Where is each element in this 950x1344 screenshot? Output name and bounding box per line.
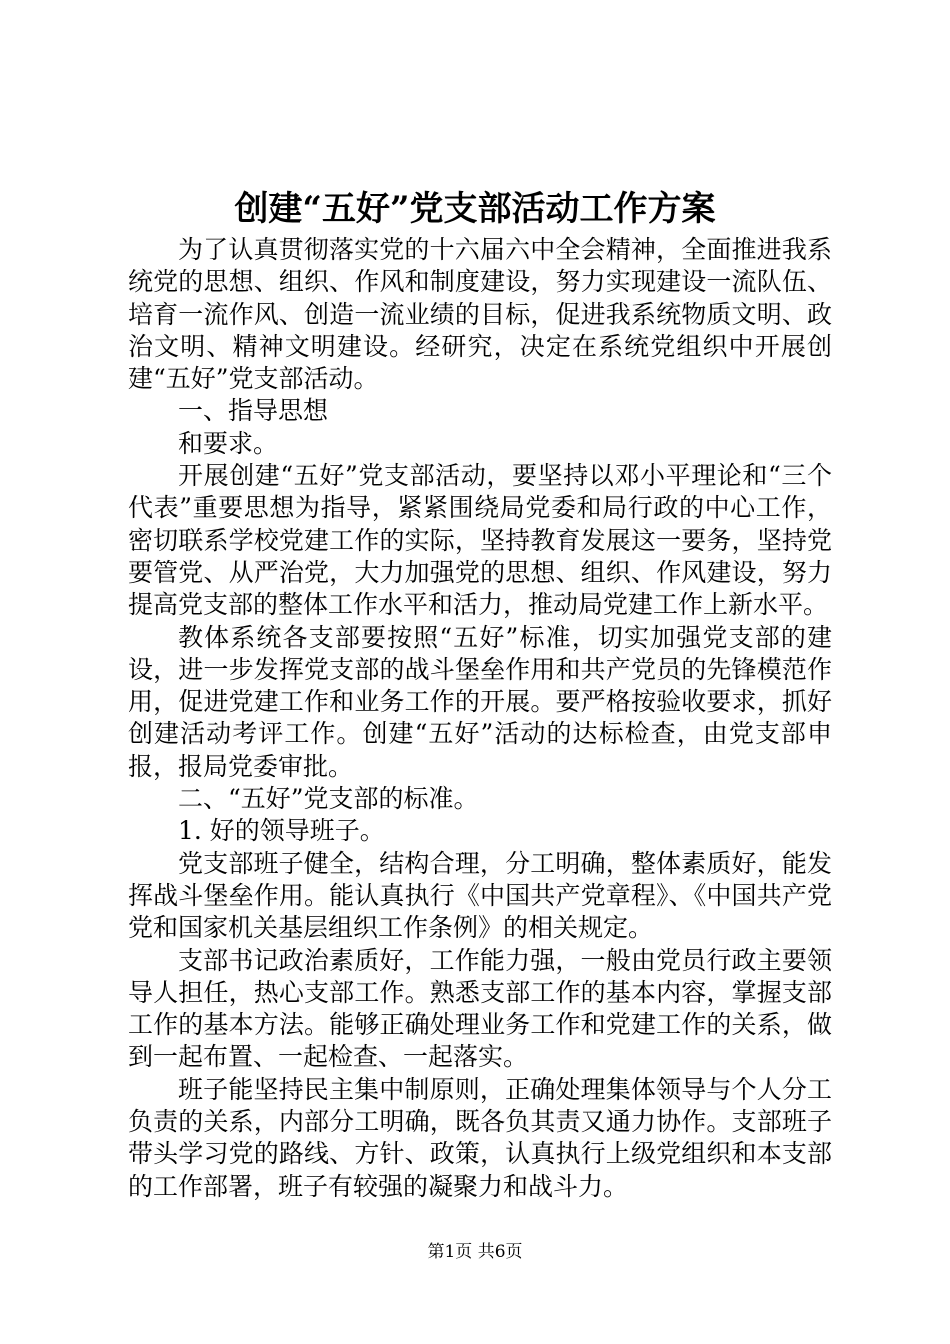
section-heading-2: 二、“五好”党支部的标准。 xyxy=(178,784,479,814)
paragraph-intro: 为了认真贯彻落实党的十六届六中全会精神，全面推进我系统党的思想、组织、作风和制度建设，努力实现建设一流队伍、培育一流作风、创造一流业绩的目标，促进我系统物质文明、政治文明、精神文明建设。经研究，决定在系统党组织中开展创建“五好”党支部活动。 xyxy=(128,235,832,394)
paragraph-standard-requirements: 教体系统各支部要按照“五好”标准，切实加强党支部的建设，进一步发挥党支部的战斗堡垒作用和共产党员的先锋模范作用，促进党建工作和业务工作的开展。要严格按验收要求，抓好创建活动考评工作。创建“五好”活动的达标检查，由党支部申报，报局党委审批。 xyxy=(128,622,832,781)
document-body xyxy=(128,234,832,1203)
page-number-footer: 第1页 共6页 xyxy=(427,1242,523,1262)
document-title: 创建“五好”党支部活动工作方案 xyxy=(234,189,716,229)
section-heading-1: 一、指导思想 xyxy=(178,396,329,426)
paragraph-requirements: 和要求。 xyxy=(178,428,279,458)
paragraph-team-principles: 班子能坚持民主集中制原则，正确处理集体领导与个人分工负责的关系，内部分工明确，既各负其责又通力协作。支部班子带头学习党的路线、方针、政策，认真执行上级党组织和本支部的工作部署，班子有较强的凝聚力和战斗力。 xyxy=(128,1074,832,1201)
subheading-leadership: 1. 好的领导班子。 xyxy=(178,816,385,846)
paragraph-branch-secretary: 支部书记政治素质好，工作能力强，一般由党员行政主要领导人担任，热心支部工作。熟悉支部工作的基本内容，掌握支部工作的基本方法。能够正确处理业务工作和党建工作的关系，做到一起布置、一起检查、一起落实。 xyxy=(128,945,832,1072)
paragraph-guiding-thought: 开展创建“五好”党支部活动，要坚持以邓小平理论和“三个代表”重要思想为指导，紧紧围绕局党委和局行政的中心工作，密切联系学校党建工作的实际，坚持教育发展这一要务，坚持党要管党、从严治党，大力加强党的思想、组织、作风建设，努力提高党支部的整体工作水平和活力，推动局党建工作上新水平。 xyxy=(128,461,832,620)
paragraph-branch-team: 党支部班子健全，结构合理，分工明确，整体素质好，能发挥战斗堡垒作用。能认真执行《中国共产党章程》、《中国共产党党和国家机关基层组织工作条例》的相关规定。 xyxy=(128,848,832,943)
